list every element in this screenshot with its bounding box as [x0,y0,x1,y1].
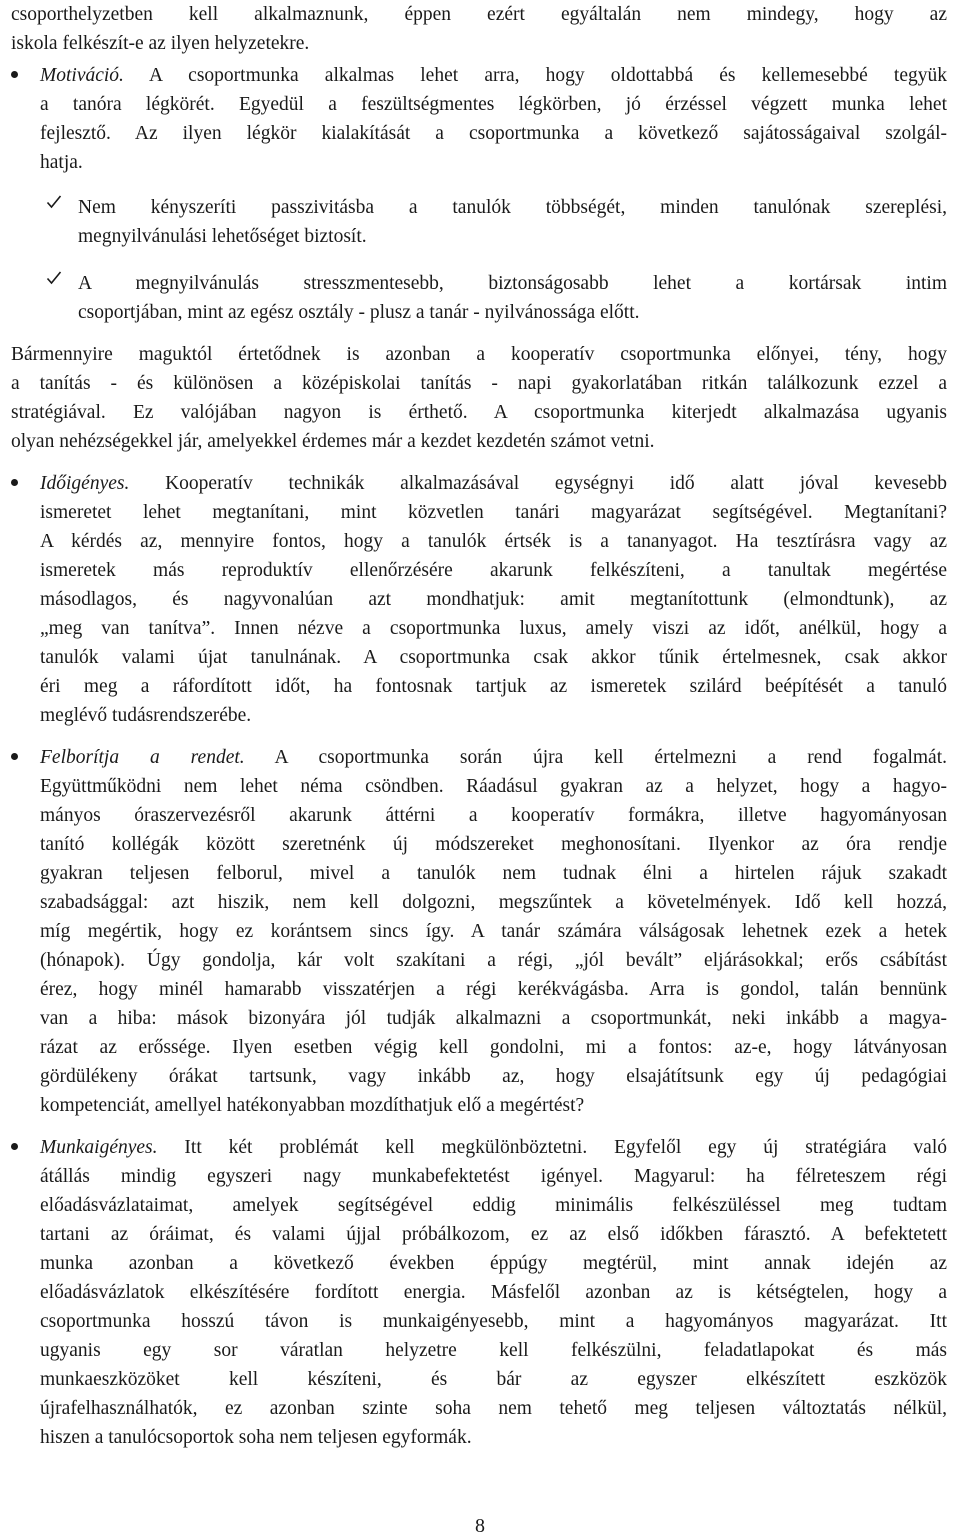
text-line: szabadsággal: azt hiszik, nem kell dolgozni, megszűntek a követelmények. Idő kell hozzá, [40,892,947,913]
text-line: gördülékeny órákat tartsunk, vagy inkább az, hogy elsajátítsunk egy új pedagógiai [40,1066,947,1087]
page-number: 8 [475,1515,485,1537]
text-line [40,1133,947,1162]
text-span: A csoportmunka során újra kell értelmezni a rend fogalmát. [244,747,947,768]
bullet-dot-icon [11,71,18,78]
text-span: A csoportmunka alkalmas lehet arra, hogy oldottabbá és kellemesebbé tegyük [123,65,947,86]
text-line: fejlesztő. Az ilyen légkör kialakítását a csoportmunka a következő sajátosságaival szolgál- [40,123,947,144]
text-line: iskola felkészít-e az ilyen helyzetekre. [11,33,310,54]
text-line [40,469,947,498]
text-line: átállás mindig egyszeri nagy munkabefektetést igényel. Magyarul: ha félreteszem régi [40,1166,947,1187]
text-line: tanító kollégák között szeretnénk új módszereket meghonosítani. Ilyenkor az óra rendje [40,834,947,855]
bullet-dot-icon [11,1143,18,1150]
text-line: előadásvázlataimat, amelyek segítségével eddig minimális felkészüléssel meg tudtam [40,1195,947,1216]
text-line: Bármennyire maguktól értetődnek is azonban a kooperatív csoportmunka előnyei, tény, hogy [11,344,947,365]
checkmark-icon [46,194,62,210]
text-line: csoportjában, mint az egész osztály - plusz a tanár - nyilvánossága előtt. [78,302,640,323]
text-line: újrafelhasználhatók, ez azonban szinte soha nem tehető meg teljesen változtatás nélkül, [40,1398,947,1419]
text-line: a tanóra légkörét. Egyedül a feszültségmentes légkörben, jó érzéssel végzett munka lehet [40,94,947,115]
text-line: csoportmunka hosszú távon is munkaigényesebb, mint a hagyományos magyarázat. Itt [40,1311,947,1332]
text-line: ismeretek más reproduktív ellenőrzésére akarunk felkészíteni, a tanultak megértése [40,560,947,581]
text-line: míg megértik, hogy ez korántsem sincs így. A tanár számára válságosak lehetnek ezek a hetek [40,921,947,942]
text-line [40,61,947,90]
text-line: munkaeszközöket kell készíteni, és bár az egyszer elkészített eszközök [40,1369,947,1390]
bullet-dot-icon [11,479,18,486]
text-span: Itt két problémát kell megkülönböztetni. Egyfelől egy új stratégiára való [157,1137,947,1158]
text-line: olyan nehézségekkel jár, amelyekkel érdemes már a kezdet kezdetén számot vetni. [11,431,655,452]
text-line [40,743,947,772]
text-line: másodlagos, és nagyvonalúan azt mondhatjuk: amit megtanítottunk (elmondtunk), az [40,589,947,610]
text-line: „meg van tanítva”. Innen nézve a csoportmunka luxus, amely viszi az időt, anélkül, hogy a [40,618,947,639]
text-line: ismeretet lehet megtanítani, mint közvetlen tanári magyarázat segítségével. Megtanítani? [40,502,947,523]
text-line: érez, hogy minél hamarabb visszatérjen a régi kerékvágásba. Arra is gondol, talán bennünk [40,979,947,1000]
text-line: kompetenciát, amellyel hatékonyabban mozdíthatjuk elő a megértést? [40,1095,585,1116]
text-line: megnyilvánulási lehetőséget biztosít. [78,226,367,247]
text-line: tanulók valami újat tanulnának. A csoportmunka csak akkor tűnik értelmesnek, csak akkor [40,647,947,668]
text-line: csoporthelyzetben kell alkalmaznunk, éppen ezért egyáltalán nem mindegy, hogy az [11,4,947,25]
text-line: mányos óraszervezésről akarunk áttérni a kooperatív formákra, illetve hagyományosan [40,805,947,826]
bullet-term: Időigényes. [40,473,130,494]
text-line: éri meg a ráfordított időt, ha fontosnak tartjuk az ismeretek szilárd beépítését a tanuló [40,676,947,697]
text-line: rázat az erőssége. Ilyen esetben végig kell gondolni, mi a fontos: az-e, hogy látványosan [40,1037,947,1058]
text-line: Nem kényszeríti passzivitásba a tanulók többségét, minden tanulónak szereplési, [78,197,947,218]
text-line: A megnyilvánulás stresszmentesebb, biztonságosabb lehet a kortársak intim [78,273,947,294]
text-line: Együttműködni nem lehet néma csöndben. Ráadásul gyakran az a helyzet, hogy a hagyo- [40,776,947,797]
text-line: munka azonban a következő években éppúgy megtérül, mint annak idején az [40,1253,947,1274]
text-line: hatja. [40,152,83,173]
text-line: meglévő tudásrendszerébe. [40,705,252,726]
text-span: Kooperatív technikák alkalmazásával egységnyi idő alatt jóval kevesebb [129,473,947,494]
checkmark-icon [46,270,62,286]
bullet-dot-icon [11,753,18,760]
text-line: előadásvázlatok elkészítésére fordított energia. Másfelől azonban az is kétségtelen, hogy a [40,1282,947,1303]
text-line: a tanítás - és különösen a középiskolai tanítás - napi gyakorlatában ritkán találkozunk ezzel a [11,373,947,394]
bullet-term: Munkaigényes. [40,1137,158,1158]
text-line: A kérdés az, mennyire fontos, hogy a tanulók értsék is a tananyagot. Ha tesztírásra vagy az [40,531,947,552]
bullet-term: Motiváció. [40,65,124,86]
text-line: tartani az óráimat, és valami újjal próbálkozom, ez az első időkben fárasztó. A befektetett [40,1224,947,1245]
text-line: gyakran teljesen felborul, mivel a tanulók nem tudnak élni a hirtelen rájuk szakadt [40,863,947,884]
bullet-term: Felborítja a rendet. [40,747,245,768]
text-line: hiszen a tanulócsoportok soha nem teljesen egyformák. [40,1427,472,1448]
text-line: ugyanis egy sor váratlan helyzetre kell felkészülni, feladatlapokat és más [40,1340,947,1361]
text-line: (hónapok). Úgy gondolja, kár volt szakítani a régi, „jól bevált” eljárásokkal; erős csábítást [40,950,947,971]
text-line: stratégiával. Ez valójában nagyon is érthető. A csoportmunka kiterjedt alkalmazása ugyanis [11,402,947,423]
text-line: van a hiba: mások bizonyára jól tudják alkalmazni a csoportmunkát, neki inkább a magya- [40,1008,947,1029]
